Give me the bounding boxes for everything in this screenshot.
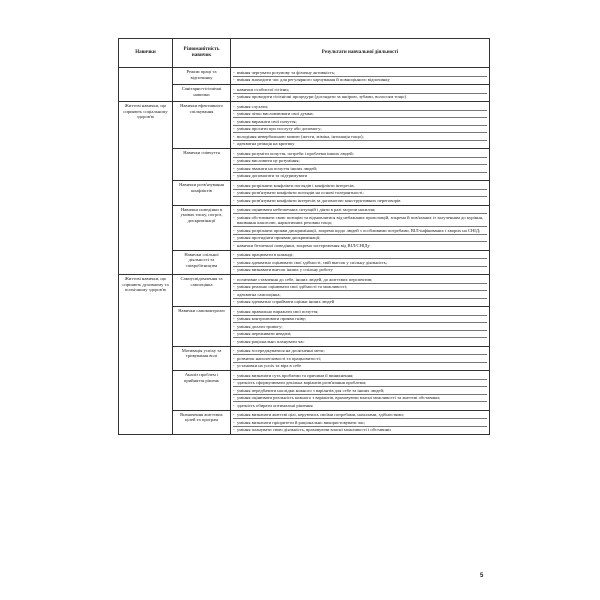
table-row [119,250,490,275]
skill-results [231,250,490,275]
results-list [233,150,487,179]
result-item: - уміння обстоювати свою позицію та відмовлятися від небажаних пропозицій, зокрема й пов'язаних із залученням до куріння, вживання алкоголю, наркотичних речовин тощо; [233,214,487,227]
result-item: - навички безпечної поведінки, зокрема застереження від ВІЛ/СНІДу [233,242,487,249]
result-item: - уміння зосереджуватися на досягненні мети; [233,348,487,356]
skill-results [231,205,490,250]
result-item: - уміння допомагати та підтримувати [233,173,487,180]
skill-results [231,85,490,102]
table-row [119,181,490,206]
result-item: - установки на успіх та віра в себе [233,363,487,370]
table-row [119,346,490,371]
result-item: - уміння переживати невдачі; [233,331,487,339]
results-list [233,207,487,249]
skill-name: Навички розв'язування конфліктів [173,181,231,206]
skill-results [231,410,490,435]
table-row [119,275,490,307]
result-item: - уміння визнавати внесок інших у спільну роботу [233,267,487,274]
table-row [119,102,490,149]
skill-name: Навички ефективного спілкування [173,102,231,149]
skill-group-label [119,68,173,102]
result-item: - уміння оцінювати реальність кожного з варіантів, враховуючи власні можливості та життєві обставини; [233,395,487,403]
result-item: - уміння раціонально планувати час [233,338,487,345]
table-header-row [119,39,490,68]
result-item: - уміння висловити це розуміння; [233,158,487,166]
result-item: - уміння адекватно сприймати оцінки інших людей [233,299,487,306]
results-list [233,252,487,274]
skill-results [231,102,490,149]
skill-name: Санітарно-гігієнічні навички [173,85,231,102]
result-item: - уміння зважати на почуття інших людей; [233,165,487,173]
skill-name: Самоусвідомлення та самооцінка [173,275,231,307]
skill-name: Навички спільної діяльності та співробітництва [173,250,231,275]
skill-results [231,371,490,411]
result-item: - здатність обирати оптимальні рішення [233,402,487,409]
result-item: - уміння слухати; [233,103,487,111]
skill-results [231,275,490,307]
skill-name: Навички співчуття [173,149,231,181]
result-item: - уміння планувати свою діяльність, враховуючи власні можливості і обставини [233,427,487,434]
result-item: - уміння виражати свої почуття; [233,118,487,126]
result-item: - уміння визначати суть проблеми та причини її виникнення; [233,372,487,380]
table-row [119,410,490,435]
result-item: - розвиток наполегливості та працьовитості; [233,355,487,363]
skill-name: Визначення життєвих цілей та програм [173,410,231,435]
table-row [119,149,490,181]
skill-name: Навички самоконтролю [173,307,231,347]
results-list [233,308,487,345]
result-item: - уміння просити про послугу або допомогу; [233,126,487,134]
results-list [233,182,487,204]
result-item: - уміння адекватно оцінювати свої здібності, свій внесок у спільну діяльність; [233,259,487,267]
result-item: - уміння розв'язувати конфлікти поглядів на основі толерантності; [233,190,487,198]
result-item: - уміння визначати життєві цілі, керуючись своїми потребами, нахилами, здібностями; [233,412,487,420]
results-list [233,348,487,370]
results-list [233,372,487,409]
result-item: - уміння реально оцінювати свої здібності та можливості; [233,284,487,292]
result-item: - уміння проводити гігієнічні процедури (доглядати за шкірою, зубами, волоссям тощо) [233,94,487,101]
page-number: 5 [480,573,484,579]
result-item: - уміння протидіяти проявам дискримінації; [233,235,487,243]
results-list [233,412,487,434]
skill-results [231,307,490,347]
skill-results [231,346,490,371]
skills-table-body [119,68,490,435]
result-item: - уміння правильно виражати свої почуття; [233,308,487,316]
result-item: - вміння чергувати розумову та фізичну активність; [233,69,487,77]
result-item: - позитивне ставлення до себе, інших людей, до життєвих перспектив; [233,276,487,284]
results-list [233,103,487,147]
result-item: - навички особистої гігієни; [233,86,487,94]
table-row [119,307,490,347]
result-item: - уміння розрізняти конфлікти поглядів і конфлікти інтересів; [233,182,487,190]
result-item: - здатність сформулювати декілька варіантів розв'язання проблеми; [233,380,487,388]
result-item: - уміння долати тривогу; [233,323,487,331]
result-item: - уміння розв'язувати конфлікти інтересів за допомогою конструктивних переговорів [233,197,487,204]
skill-group-label: Життєві навички, що сприяють соціальному здоров'ю [119,102,173,275]
skill-name: Навички поведінки в умовах тиску, погроз, дискримінації [173,205,231,250]
result-item: - уміння працювати в команді; [233,252,487,260]
results-list [233,69,487,83]
result-item: - адекватна реакція на критику [233,141,487,148]
result-item: - уміння розрізняти прояви дискримінації, зокрема щодо людей з особливими потребами, ВІЛ-інфікованих і хворих на СНІД; [233,227,487,235]
skill-name: Режим праці та відпочинку [173,68,231,85]
results-list [233,276,487,305]
header-learning-results: Результати навчальної діяльності [231,39,490,68]
skill-results [231,181,490,206]
skill-name: Мотивація успіху та тривування волі [173,346,231,371]
result-item: - володіння невербальною мовою (жести, міміка, інтонація тощо); [233,133,487,141]
skill-results [231,68,490,85]
header-skill-variety: Різноманітність навичок [173,39,231,68]
table-row [119,85,490,102]
results-list [233,86,487,100]
result-item: - уміння чітко висловлювати свої думки; [233,111,487,119]
header-skills: Навички [119,39,173,68]
skills-table [118,38,490,435]
result-item: - вміння знаходити час для регулярного харчування й повноцінного відпочинку [233,77,487,84]
result-item: - уміння визначати пріоритети й раціонально використовувати час; [233,419,487,427]
skill-name: Аналіз проблем і прийняття рішень [173,371,231,411]
result-item: - уміння оцінювати небезпечних ситуацій і діяти в разі загрози насилля; [233,207,487,215]
skill-group-label: Життєві навички, що сприяють духовному та психічному здоров'ю [119,275,173,435]
result-item: - уміння контролювати прояви гніву; [233,316,487,324]
table-row [119,205,490,250]
table-row [119,371,490,411]
result-item: - адекватна самооцінка; [233,291,487,299]
result-item: - уміння передбачити наслідки кожного з варіантів для себе та інших людей; [233,387,487,395]
skill-results [231,149,490,181]
table-row [119,68,490,85]
result-item: - уміння розуміти почуття, потреби і проблеми інших людей; [233,150,487,158]
